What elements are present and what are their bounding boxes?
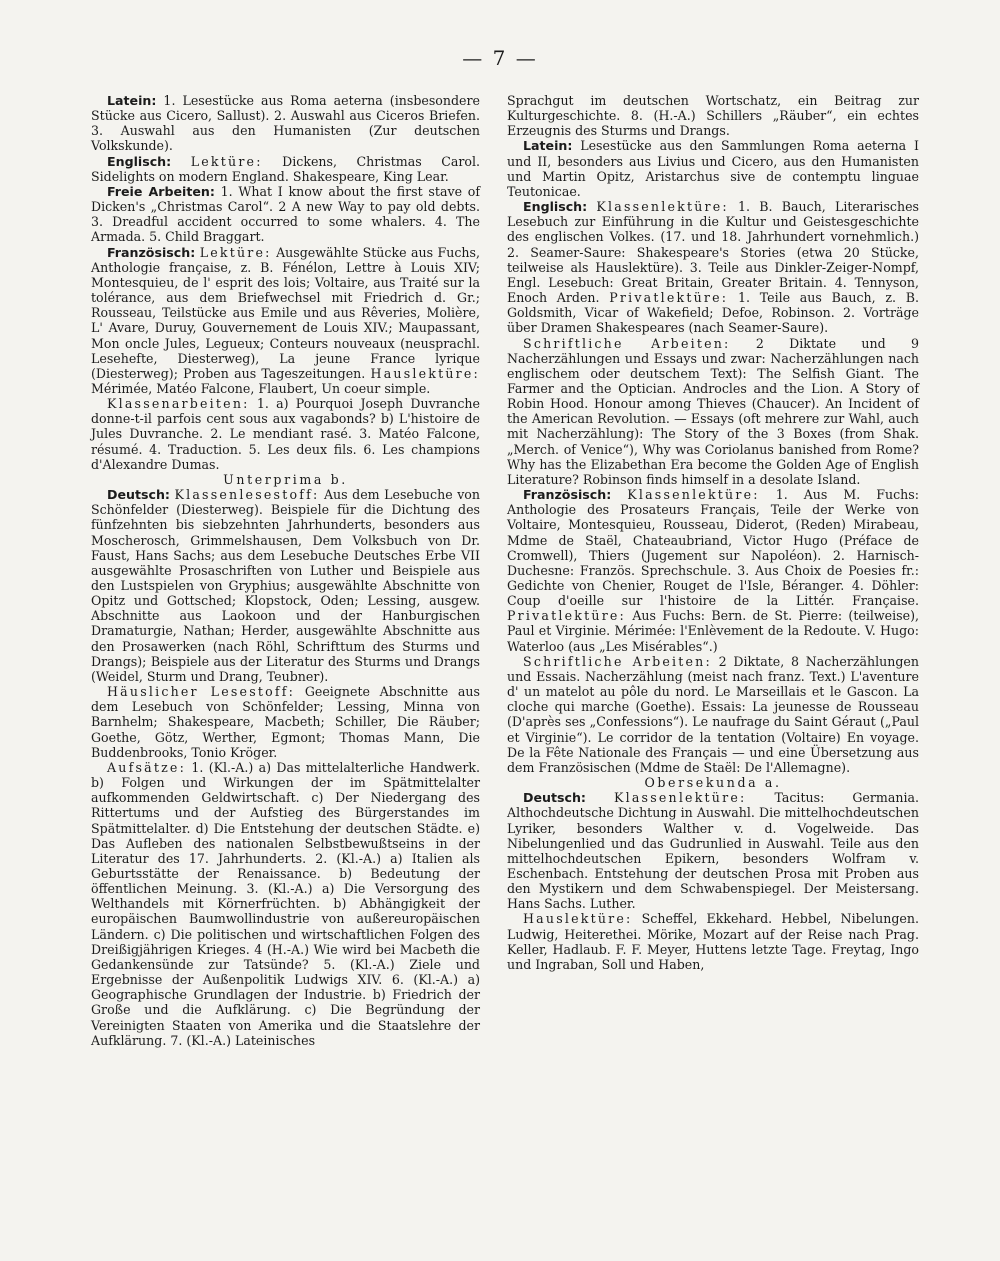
subject-label: Englisch: (107, 153, 172, 169)
section-label: Hauslektüre: (370, 365, 480, 381)
paragraph-text: Geeignete Abschnitte aus dem Lesebuch von Schönfelder; Lessing, Minna von Barnhelm; Shakespeare, Macbeth; Schiller, Die Räuber; Goethe, Götz, Werther, Egmont; Thomas Mann, Die Buddenbrooks, Tonio Kröger. (91, 684, 480, 760)
paragraph-text: Tacitus: Germania. Althochdeutsche Dichtung in Auswahl. Die mittelhochdeutschen Lyriker, besonders Walther v. d. Vogelweide. Das Nibelungenlied und das Gudrunlied in Auswahl. Teile aus den mittelhochdeutschen Epikern, besonders Wolfram v. Eschenbach. Entstehung der deutschen Prosa mit Proben aus den Mystikern und dem Schwabenspiegel. Der Meistersang. Hans Sachs. Luther. (507, 790, 919, 912)
section-label: Häuslicher Lesestoff: (107, 684, 296, 700)
paragraph-text: 1. Teile aus Bauch, z. B. Goldsmith, Vicar of Wakefield; Defoe, Robinson. 2. Vorträge über Dramen Shakespeares (nach Seamer-Saure). (507, 290, 919, 336)
section-label: Schriftliche Arbeiten: (523, 335, 731, 351)
section-label: Schriftliche Arbeiten: (523, 653, 712, 669)
paragraph-english (507, 199, 919, 335)
section-label: Privatlektüre: (609, 290, 729, 306)
paragraph-german (91, 487, 480, 684)
paragraph-german (507, 790, 919, 911)
subject-label: Latein: (523, 138, 573, 154)
paragraph-text: Lesestücke aus den Sammlungen Roma aeterna I und II, besonders aus Livius und Cicero, aus den Humanisten und Martin Opitz, Aristarchus sive de contemptu linguae Teutonicae. (507, 138, 919, 199)
section-label: Klassenlesestoff: (174, 487, 320, 503)
paragraph-latin (91, 93, 480, 154)
paragraph-latin (507, 138, 919, 199)
paragraph-class-work (91, 396, 480, 472)
left-column (91, 93, 480, 1048)
paragraph-text: Ausgewählte Stücke aus Fuchs, Anthologie française, z. B. Fénélon, Lettre à Louis XIV; Montesquieu, de l' esprit des lois; Voltaire, aus Traité sur la tolérance, aus dem Briefwechsel mit Friedrich d. Gr.; Rousseau, Teilstücke aus Emile und aus Rêveries, Molière, L' Avare, Duruy, Gouvernement de Louis XIV.; Maupassant, Mon oncle Jules, Legueux; Conteurs nouveaux (neusprachl. Lesehefte, Diesterweg), La jeune France lyrique (Diesterweg); Proben aus Tageszeitungen. (91, 244, 480, 381)
subject-label: Französisch: (107, 244, 196, 260)
section-label: Lektüre: (199, 244, 272, 260)
paragraph-text: 1. What I know about the first stave of Dicken's „Christmas Carol“. 2 A new Way to pay old debts. 3. Dreadful accident occurred to some whalers. 4. The Armada. 5. Child Braggart. (91, 183, 481, 245)
paragraph-continued: Sprachgut im deutschen Wortschatz, ein Beitrag zur Kulturgeschichte. 8. (H.-A.) Schillers „Räuber“, ein echtes Erzeugnis des Sturms und Drangs. (507, 93, 919, 139)
paragraph-text: Aus Fuchs: Bern. de St. Pierre: (teilweise), Paul et Virginie. Mérimée: l'Enlèvement de la Redoute. V. Hugo: Waterloo (aus „Les Misérables“.) (507, 608, 919, 654)
paragraph-text: Aus dem Lesebuche von Schönfelder (Diesterweg). Beispiele für die Dichtung des fünfzehnten bis siebzehnten Jahrhunderts, besonders aus Moscherosch, Grimmelshausen, Dem Volksbuch von Dr. Faust, Hans Sachs; aus dem Lesebuche Deutsches Erbe VII ausgewählte Prosaschriften von Luther und Beispiele aus den Lustspielen von Gryphius; ausgewählte Abschnitte von Opitz und Gottsched; Klopstock, Oden; Lessing, ausgew. Abschnitte aus Laokoon und der Hanburgischen Dramaturgie, Nathan; Herder, ausgewählte Abschnitte aus den Prosawerken (nach Röhl, Schrifttum des Sturms und Drangs); Beispiele aus der Literatur des Sturms und Drangs (Weidel, Sturm und Drang, Teubner). (91, 487, 480, 684)
subject-label: Deutsch: (107, 487, 170, 503)
paragraph-english (91, 154, 480, 184)
paragraph-home-reading (507, 911, 919, 972)
subject-label: Französisch: (523, 487, 612, 503)
paragraph-home-reading (91, 684, 480, 760)
section-label: Aufsätze: (107, 759, 187, 775)
paragraph-free-work (91, 184, 480, 245)
section-label: Klassenarbeiten: (107, 396, 250, 412)
paragraph-text: 1. Lesestücke aus Roma aeterna (insbesondere Stücke aus Cicero, Sallust). 2. Auswahl aus Ciceros Briefen. 3. Auswahl aus den Humanisten (Zur deutschen Volkskunde). (91, 93, 480, 154)
paragraph-essays (91, 760, 480, 1048)
paragraph-written-work (507, 654, 919, 775)
paragraph-french (91, 245, 480, 397)
right-column (507, 93, 919, 972)
subject-label: Deutsch: (523, 790, 586, 806)
subject-label: Englisch: (523, 199, 588, 215)
paragraph-text: Mérimée, Matéo Falcone, Flaubert, Un coeur simple. (91, 380, 431, 396)
subject-label: Freie Arbeiten: (107, 183, 215, 199)
paragraph-written-work (507, 336, 919, 488)
paragraph-text: 2 Diktate und 9 Nacherzählungen und Essays und zwar: Nacherzählungen nach englischem oder deutschem Text): The Selfish Giant. The Farmer and the Optician. Androcles and the Lion. A Story of Robin Hood. Honour among Thieves (Chaucer). An Incident of the American Revolution. — Essays (oft mehrere zur Wahl, auch mit Nacherzählung): The Story of the 3 Boxes (from Shak. „Merch. of Venice“), Why was Coriolanus banished from Rome? Why has the Elizabethan Era become the Golden Age of English Literature? Robinson finds himself in a desolate Island. (507, 335, 919, 487)
paragraph-text: 1. (Kl.-A.) a) Das mittelalterliche Handwerk. b) Folgen und Wirkungen der im Spätmittelalter aufkommenden Geldwirtschaft. c) Der Niedergang des Rittertums und der Aufstieg des Bürgerstandes im Spätmittelalter. d) Die Entstehung der deutschen Städte. e) Das Aufleben des nationalen Selbstbewußtseins in der Literatur des 17. Jahrhunderts. 2. (Kl.-A.) a) Italien als Geburtsstätte der Renaissance. b) Bedeutung der öffentlichen Meinung. 3. (Kl.-A.) a) Die Versorgung des Welthandels mit Körnerfrüchten. b) Abhängigkeit der europäischen Baumwollindustrie von außereuropäischen Ländern. c) Die politischen und wirtschaftlichen Folgen des Dreißigjährigen Krieges. 4 (H.-A.) Wie wird bei Macbeth die Gedankensünde zur Tatsünde? 5. (Kl.-A.) Ziele und Ergebnisse der Außenpolitik Ludwigs XIV. 6. (Kl.-A.) a) Geographische Grundlagen der Industrie. b) Friedrich der Große und die Aufklärung. c) Die Begründung der Vereinigten Staaten von Amerika und die Staatslehre der Aufklärung. 7. (Kl.-A.) Lateinisches (91, 759, 480, 1048)
subject-label: Latein: (107, 93, 157, 108)
section-label: Lektüre: (190, 153, 263, 169)
paragraph-text: 1. B. Bauch, Literarisches Lesebuch zur Einführung in die Kultur und Geistesgeschichte des englischen Volkes. (17. und 18. Jahrhundert vornehmlich.) 2. Seamer-Saure: Shakespeare's Stories (etwa 20 Stücke, teilweise als Hauslektüre). 3. Teile aus Dinkler-Zeiger-Nompf, Engl. Lesebuch: Great Britain, Greater Britain. 4. Tennyson, Enoch Arden. (507, 199, 919, 306)
section-label: Privatlektüre: (507, 608, 627, 624)
paragraph-text: Dickens, Christmas Carol. Sidelights on modern England. Shakespeare, King Lear. (91, 153, 480, 184)
paragraph-text: 1. Aus M. Fuchs: Anthologie des Prosateurs Français, Teile der Werke von Voltaire, Montesquieu, Rousseau, Diderot, (Reden) Mirabeau, Mdme de Staël, Chateaubriand, Victor Hugo (Préface de Cromwell), Thiers (Jugement sur Napoléon). 2. Harnisch-Duchesne: Französ. Sprechschule. 3. Aus Choix de Poesies fr.: Gedichte von Chenier, Rouget de l'Isle, Béranger. 4. Döhler: Coup d'oeille sur l'histoire de la Littér. Française. (507, 487, 919, 609)
section-label: Hauslektüre: (523, 911, 633, 927)
section-label: Klassenlektüre: (627, 487, 760, 503)
paragraph-text: Scheffel, Ekkehard. Hebbel, Nibelungen. Ludwig, Heiterethei. Mörike, Mozart auf der Reise nach Prag. Keller, Hadlaub. F. F. Meyer, Huttens letzte Tage. Freytag, Ingo und Ingraban, Soll und Haben, (507, 911, 919, 972)
section-label: Klassenlektüre: (596, 199, 729, 215)
page-number: — 7 — (462, 46, 538, 70)
paragraph-text: 1. a) Pourquoi Joseph Duvranche donne-t-il parfois cent sous aux vagabonds? b) L'histoire de Jules Duvranche. 2. Le mendiant rasé. 3. Matéo Falcone, résumé. 4. Traduction. 5. Les deux fils. 6. Les champions d'Alexandre Dumas. (91, 396, 480, 472)
section-label: Klassenlektüre: (613, 790, 747, 806)
paragraph-french (507, 487, 919, 654)
paragraph-text: 2 Diktate, 8 Nacherzählungen und Essais. Nacherzählung (meist nach franz. Text.) L'aventure d' un matelot au pôle du nord. Le Marseillais et le Gascon. La cloche qui marche (Goethe). Essais: La jeunesse de Rousseau (D'après ses „Confessions“). Le naufrage du Saint Géraut („Paul et Virginie“). Le corridor de la tentation (Voltaire) En voyage. De la Fête Nationale des Français — und eine Übersetzung aus dem Französischen (Mdme de Staël: De l'Allemagne). (507, 653, 919, 775)
section-heading: Unterprima b. (223, 471, 348, 487)
section-heading: Obersekunda a. (644, 775, 782, 791)
